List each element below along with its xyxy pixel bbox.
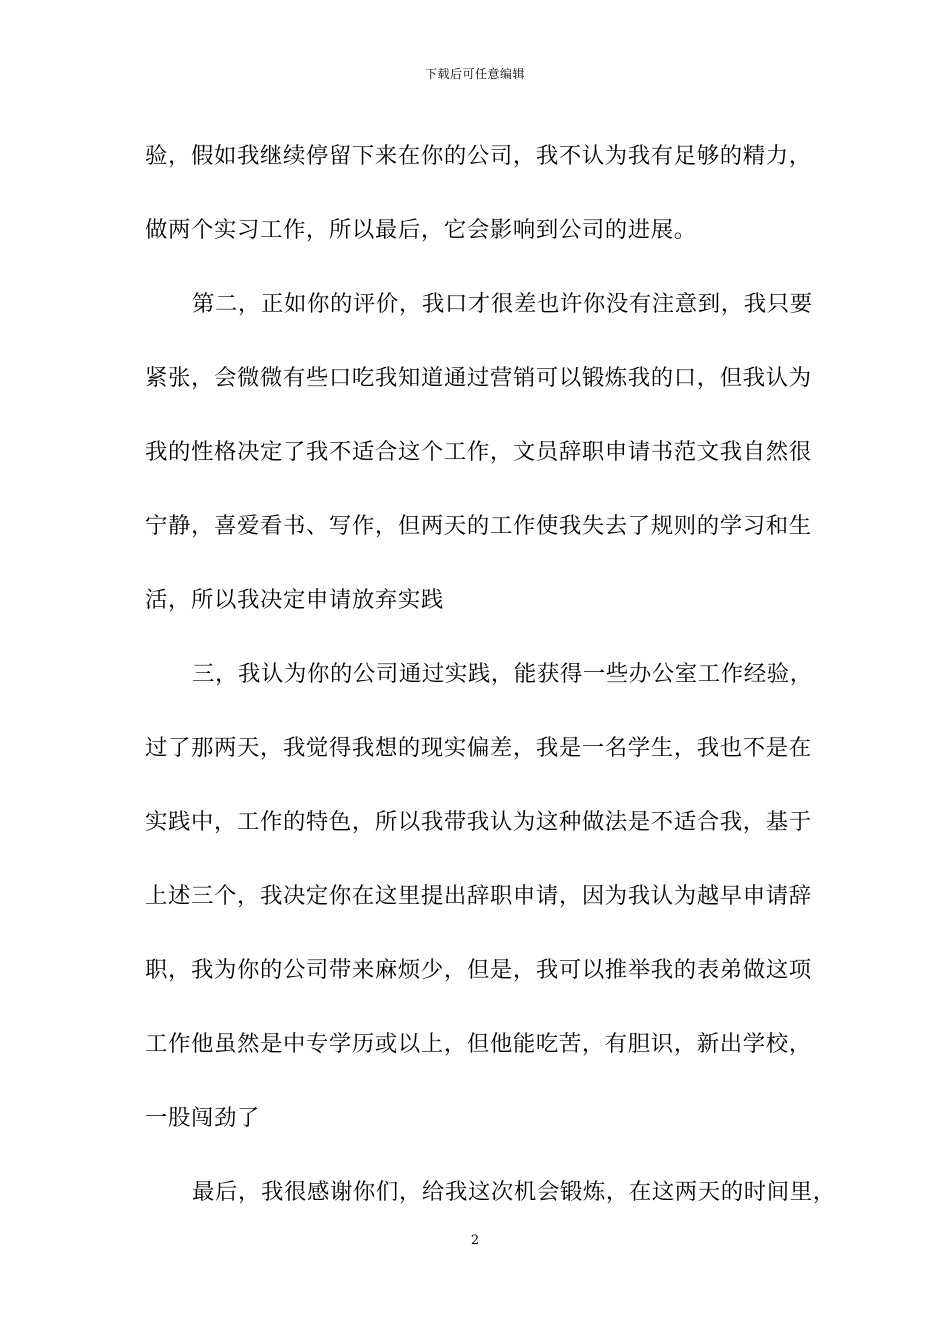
text-line: 工作他虽然是中专学历或以上，但他能吃苦，有胆识，新出学校， [145,1031,812,1057]
text-line: 活，所以我决定申请放弃实践 [145,587,444,613]
document-body [145,126,836,1236]
text-line: 紧张，会微微有些口吃我知道通过营销可以锻炼我的口，但我认为 [145,365,812,391]
text-line: 职，我为你的公司带来麻烦少，但是，我可以推举我的表弟做这项 [145,957,812,983]
text-line: 上述三个，我决定你在这里提出辞职申请，因为我认为越早申请辞 [145,883,812,909]
text-line: 验，假如我继续停留下来在你的公司，我不认为我有足够的精力， [145,143,812,169]
paragraph-start-line: 最后，我很感谢你们，给我这次机会锻炼，在这两天的时间里， [192,1179,836,1205]
paragraph-start-line: 第二，正如你的评价，我口才很差也许你没有注意到，我只要 [192,291,813,317]
paragraph-start-line: 三，我认为你的公司通过实践，能获得一些办公室工作经验， [192,661,813,687]
text-line: 做两个实习工作，所以最后，它会影响到公司的进展。 [145,217,697,243]
text-line: 一股闯劲了 [145,1105,260,1131]
page-header: 下载后可任意编辑 [424,67,525,81]
text-line: 宁静，喜爱看书、写作，但两天的工作使我失去了规则的学习和生 [145,513,812,539]
text-line: 实践中，工作的特色，所以我带我认为这种做法是不适合我，基于 [145,809,812,835]
page-number: 2 [470,1233,480,1248]
text-line: 过了那两天，我觉得我想的现实偏差，我是一名学生，我也不是在 [145,735,812,761]
text-line: 我的性格决定了我不适合这个工作，文员辞职申请书范文我自然很 [145,439,812,465]
